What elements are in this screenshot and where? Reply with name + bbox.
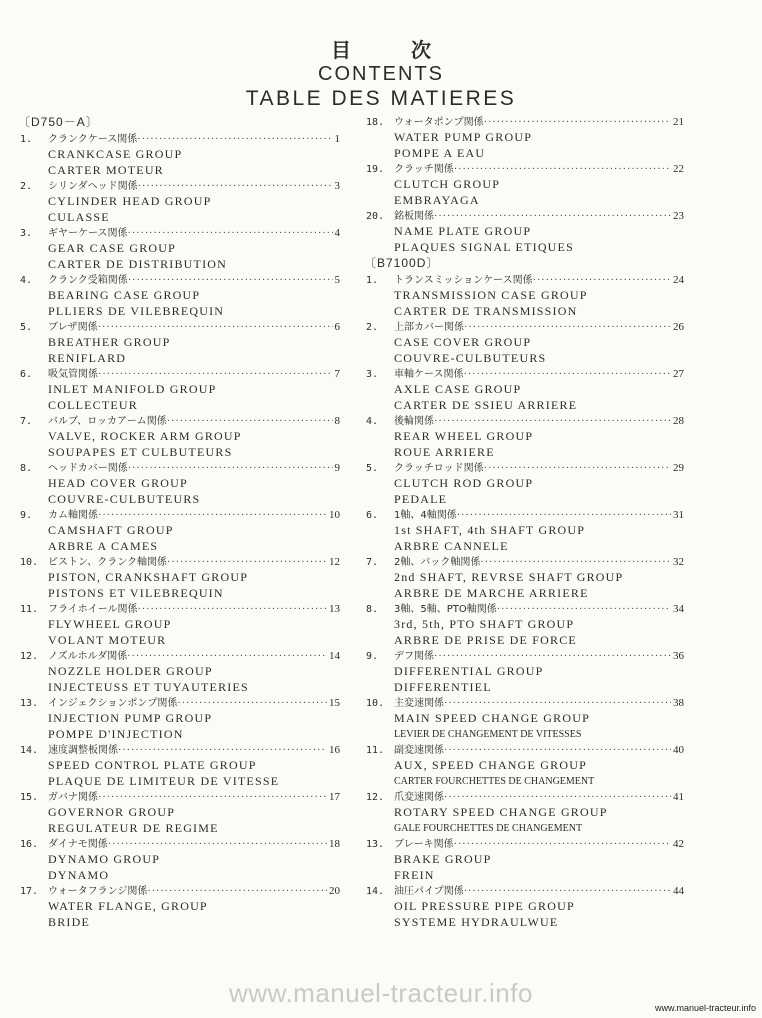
dot-leader [457,508,671,524]
left-entry-list [20,131,340,930]
entry-english-title: REAR WHEEL GROUP [394,429,534,443]
entry-japanese-title: クラッチ関係 [394,164,454,175]
entry-number: 19. [366,164,385,175]
entry-japanese-title: 主変速関係 [394,698,444,709]
toc-entry [20,178,340,225]
entry-number: 1. [366,275,379,286]
entry-number: 18. [366,117,385,128]
toc-entry [366,695,684,742]
toc-entry [366,208,684,255]
entry-japanese-title: インジェクションポンプ関係 [48,698,178,709]
dot-leader [128,273,333,289]
toc-entry [20,366,340,413]
entry-page-number: 36 [673,650,684,662]
entry-japanese-title: 爪変速関係 [394,792,444,803]
entry-japanese-title: ダイナモ関係 [48,839,108,850]
entry-number: 17. [20,886,39,897]
toc-entry [20,460,340,507]
watermark-large: www.manuel-tracteur.info [229,978,533,1008]
dot-leader [497,602,671,618]
entry-page-number: 21 [673,116,684,128]
entry-japanese-title: ブレーキ関係 [394,839,454,850]
entry-japanese-title: ノズルホルダ関係 [48,651,128,662]
entry-number: 8. [20,463,33,474]
entry-page-number: 5 [334,274,340,286]
entry-number: 3. [20,228,33,239]
entry-page-number: 4 [334,227,340,239]
toc-entry-heading [20,178,340,194]
entry-page-number: 15 [329,697,340,709]
entry-japanese-title: 上部カバー関係 [394,322,464,333]
entry-number: 6. [20,369,33,380]
toc-entry [366,648,684,695]
entry-page-number: 6 [334,321,340,333]
toc-entry [20,648,340,695]
entry-number: 11. [20,604,39,615]
toc-entry-heading [366,883,684,899]
entry-english-title: BREATHER GROUP [48,335,171,349]
entry-number: 2. [20,181,33,192]
entry-english-title: BRAKE GROUP [394,852,492,866]
entry-japanese-title: デフ関係 [394,651,434,662]
dot-leader [480,555,671,571]
entry-english-title: PISTON, CRANKSHAFT GROUP [48,570,249,584]
entry-french-title: COLLECTEUR [48,397,138,412]
entry-japanese-title: クランク受箱関係 [48,275,128,286]
entry-page-number: 1 [334,133,340,145]
entry-japanese-title: ブレザ関係 [48,322,98,333]
entry-japanese-title: ヘッドカバー関係 [48,463,128,474]
entry-english-title: AXLE CASE GROUP [394,382,522,396]
dot-leader [137,132,332,148]
title-japanese: 目次 [331,38,491,62]
section-heading-b7100d: 〔B7100D〕 [364,256,440,270]
right-column [366,114,684,930]
toc-entry-heading [20,601,340,617]
entry-french-title: EMBRAYAGA [394,192,480,207]
toc-entry-heading [366,272,684,288]
entry-number: 16. [20,839,39,850]
entry-number: 4. [366,416,379,427]
entry-english-title: CRANKCASE GROUP [48,147,183,161]
entry-japanese-title: ガバナ関係 [48,792,98,803]
entry-number: 10. [20,557,39,568]
toc-entry [20,601,340,648]
entry-french-title: PLLIERS DE VILEBREQUIN [48,303,225,318]
entry-english-title: VALVE, ROCKER ARM GROUP [48,429,242,443]
toc-entry-heading [366,319,684,335]
entry-english-title: CASE COVER GROUP [394,335,532,349]
entry-french-title: PLAQUES SIGNAL ETIQUES [394,239,574,254]
toc-entry-heading [366,554,684,570]
entry-english-title: GOVERNOR GROUP [48,805,176,819]
toc-entry-heading [366,114,684,130]
entry-number: 14. [20,745,39,756]
entry-page-number: 44 [673,885,684,897]
dot-leader [434,209,671,225]
entry-japanese-title: 油圧パイプ関係 [394,886,464,897]
toc-entry [20,319,340,366]
dot-leader [118,743,327,759]
entry-number: 9. [20,510,33,521]
toc-entry [20,883,340,930]
entry-page-number: 20 [329,885,340,897]
toc-entry [20,836,340,883]
dot-leader [444,790,671,806]
entry-english-title: FLYWHEEL GROUP [48,617,172,631]
entry-number: 4. [20,275,33,286]
entry-french-title: ARBRE DE PRISE DE FORCE [394,632,577,647]
toc-entry-heading [20,742,340,758]
entry-english-title: DIFFERENTIAL GROUP [394,664,544,678]
entry-number: 13. [20,698,39,709]
entry-number: 10. [366,698,385,709]
toc-entry-heading [20,648,340,664]
entry-page-number: 28 [673,415,684,427]
toc-entry [20,695,340,742]
entry-number: 7. [366,557,379,568]
entry-french-title: ARBRE A CAMES [48,538,159,553]
entry-english-title: WATER PUMP GROUP [394,130,533,144]
entry-french-title: POMPE D'INJECTION [48,726,184,741]
entry-number: 5. [20,322,33,333]
entry-japanese-title: ウォータポンプ関係 [394,117,484,128]
toc-entry-heading [20,460,340,476]
toc-entry [366,114,684,161]
toc-entry [366,836,684,883]
toc-entry [366,883,684,930]
entry-french-title: CARTER MOTEUR [48,162,164,177]
entry-number: 13. [366,839,385,850]
toc-entry [20,789,340,836]
entry-page-number: 34 [673,603,684,615]
dot-leader [128,226,333,242]
toc-entry-heading [20,695,340,711]
entry-english-title: WATER FLANGE, GROUP [48,899,208,913]
toc-entry [366,366,684,413]
entry-english-title: MAIN SPEED CHANGE GROUP [394,711,590,725]
dot-leader [127,649,327,665]
entry-french-title: CARTER FOURCHETTES DE CHANGEMENT [394,775,595,787]
entry-japanese-title: トランスミッションケース関係 [394,275,533,286]
dot-leader [464,367,672,383]
entry-page-number: 23 [673,210,684,222]
entry-french-title: GALE FOURCHETTES DE CHANGEMENT [394,822,583,834]
toc-entry-heading [20,366,340,382]
toc-entry [20,413,340,460]
dot-leader [147,884,327,900]
toc-entry [20,225,340,272]
document-title [0,38,762,112]
dot-leader [98,790,327,806]
entry-french-title: DIFFERENTIEL [394,679,492,694]
entry-number: 3. [366,369,379,380]
entry-page-number: 31 [673,509,684,521]
toc-entry [366,272,684,319]
entry-french-title: SYSTEME HYDRAULWUE [394,914,559,929]
dot-leader [484,461,671,477]
toc-entry-heading [20,883,340,899]
entry-english-title: 1st SHAFT, 4th SHAFT GROUP [394,523,586,537]
entry-french-title: PISTONS ET VILEBREQUIN [48,585,224,600]
dot-leader [98,367,333,383]
toc-entry [366,601,684,648]
toc-entry-heading [20,413,340,429]
entry-japanese-title: 副変速関係 [394,745,444,756]
toc-entry-heading [366,836,684,852]
entry-japanese-title: ギヤーケース関係 [48,228,128,239]
entry-page-number: 14 [329,650,340,662]
entry-french-title: COUVRE-CULBUTEURS [48,491,201,506]
dot-leader [464,884,671,900]
entry-french-title: FREIN [394,867,435,882]
entry-page-number: 32 [673,556,684,568]
entry-page-number: 40 [673,744,684,756]
entry-page-number: 22 [673,163,684,175]
entry-french-title: CARTER DE DISTRIBUTION [48,256,228,271]
entry-english-title: TRANSMISSION CASE GROUP [394,288,588,302]
entry-japanese-title: 2軸、バック軸関係 [394,557,481,568]
entry-english-title: CLUTCH ROD GROUP [394,476,534,490]
entry-english-title: HEAD COVER GROUP [48,476,188,490]
dot-leader [138,179,333,195]
entry-page-number: 12 [329,556,340,568]
entry-number: 5. [366,463,379,474]
entry-french-title: CARTER DE TRANSMISSION [394,303,578,318]
dot-leader [484,115,671,131]
dot-leader [167,414,333,430]
entry-japanese-title: 3軸、5軸、PTO軸関係 [394,604,497,615]
entry-page-number: 9 [334,462,340,474]
entry-french-title: CULASSE [48,209,110,224]
entry-japanese-title: 車軸ケース関係 [394,369,464,380]
entry-english-title: INLET MANIFOLD GROUP [48,382,217,396]
dot-leader [434,414,671,430]
toc-entry-heading [20,319,340,335]
toc-entry-heading [20,507,340,523]
section-heading-d750a: 〔D750－A〕 [18,115,99,129]
entry-japanese-title: クラッチロッド関係 [394,463,484,474]
entry-japanese-title: 後輪関係 [394,416,434,427]
entry-page-number: 41 [673,791,684,803]
entry-french-title: SOUPAPES ET CULBUTEURS [48,444,233,459]
dot-leader [177,696,327,712]
dot-leader [464,320,671,336]
entry-french-title: COUVRE-CULBUTEURS [394,350,547,365]
dot-leader [108,837,327,853]
entry-page-number: 16 [329,744,340,756]
toc-entry-heading [366,789,684,805]
entry-number: 12. [366,792,385,803]
entry-japanese-title: カム軸関係 [48,510,98,521]
dot-leader [128,461,333,477]
entry-english-title: BEARING CASE GROUP [48,288,201,302]
entry-page-number: 18 [329,838,340,850]
entry-french-title: ROUE ARRIERE [394,444,495,459]
entry-english-title: ROTARY SPEED CHANGE GROUP [394,805,608,819]
toc-entry [366,742,684,789]
entry-number: 7. [20,416,33,427]
dot-leader [444,743,671,759]
entry-page-number: 24 [673,274,684,286]
entry-japanese-title: バルブ、ロッカアーム関係 [48,416,167,427]
entry-english-title: NAME PLATE GROUP [394,224,532,238]
entry-english-title: OIL PRESSURE PIPE GROUP [394,899,575,913]
entry-number: 11. [366,745,385,756]
dot-leader [138,602,328,618]
entry-french-title: POMPE A EAU [394,145,486,160]
entry-page-number: 10 [329,509,340,521]
right-top-entry-list [366,114,684,255]
entry-page-number: 13 [329,603,340,615]
entry-page-number: 29 [673,462,684,474]
toc-entry [20,272,340,319]
entry-french-title: CARTER DE SSIEU ARRIERE [394,397,578,412]
entry-number: 1. [20,134,33,145]
toc-entry [366,319,684,366]
entry-english-title: 3rd, 5th, PTO SHAFT GROUP [394,617,575,631]
entry-japanese-title: 銘板関係 [394,211,434,222]
entry-french-title: DYNAMO [48,867,110,882]
entry-page-number: 27 [673,368,684,380]
toc-entry [20,131,340,178]
entry-page-number: 17 [329,791,340,803]
entry-english-title: CYLINDER HEAD GROUP [48,194,212,208]
toc-entry-heading [20,272,340,288]
entry-french-title: PEDALE [394,491,448,506]
toc-entry [366,507,684,554]
entry-french-title: ARBRE CANNELE [394,538,509,553]
dot-leader [434,649,671,665]
entry-number: 2. [366,322,379,333]
entry-number: 14. [366,886,385,897]
entry-french-title: ARBRE DE MARCHE ARRIERE [394,585,589,600]
dot-leader [167,555,327,571]
entry-japanese-title: シリンダヘッド関係 [48,181,138,192]
toc-entry-heading [366,695,684,711]
dot-leader [533,273,671,289]
entry-page-number: 38 [673,697,684,709]
entry-number: 12. [20,651,39,662]
entry-french-title: REGULATEUR DE REGIME [48,820,219,835]
entry-number: 9. [366,651,379,662]
entry-french-title: PLAQUE DE LIMITEUR DE VITESSE [48,773,280,788]
entry-english-title: AUX, SPEED CHANGE GROUP [394,758,587,772]
dot-leader [98,508,327,524]
title-english: CONTENTS [318,63,444,85]
toc-entry-heading [366,601,684,617]
toc-entry-heading [366,366,684,382]
toc-entry [366,789,684,836]
entry-english-title: SPEED CONTROL PLATE GROUP [48,758,257,772]
toc-entry-heading [366,208,684,224]
dot-leader [98,320,333,336]
toc-entry [366,460,684,507]
toc-entry [20,554,340,601]
entry-english-title: GEAR CASE GROUP [48,241,177,255]
entry-english-title: INJECTION PUMP GROUP [48,711,213,725]
entry-english-title: 2nd SHAFT, REVRSE SHAFT GROUP [394,570,624,584]
entry-french-title: INJECTEUSS ET TUYAUTERIES [48,679,249,694]
toc-entry-heading [366,413,684,429]
toc-entry-heading [20,789,340,805]
entry-japanese-title: クランクケース関係 [48,134,138,145]
toc-entry-heading [20,836,340,852]
entry-french-title: RENIFLARD [48,350,127,365]
toc-entry [20,507,340,554]
dot-leader [444,696,671,712]
entry-french-title: LEVIER DE CHANGEMENT DE VITESSES [394,728,582,740]
entry-japanese-title: 速度調整板関係 [48,745,118,756]
entry-page-number: 7 [334,368,340,380]
entry-french-title: VOLANT MOTEUR [48,632,167,647]
entry-number: 15. [20,792,39,803]
entry-japanese-title: 吸気管関係 [48,369,98,380]
toc-entry-heading [366,742,684,758]
toc-entry-heading [366,648,684,664]
entry-japanese-title: 1軸、4軸関係 [394,510,457,521]
toc-entry [366,554,684,601]
dot-leader [454,162,671,178]
right-entry-list [366,272,684,930]
title-french: TABLE DES MATIERES [245,87,517,110]
toc-entry-heading [20,554,340,570]
toc-entry [366,413,684,460]
toc-entry-heading [366,460,684,476]
toc-entry-heading [20,131,340,147]
entry-number: 8. [366,604,379,615]
entry-french-title: BRIDE [48,914,90,929]
toc-entry [20,742,340,789]
entry-page-number: 3 [334,180,340,192]
entry-japanese-title: フライホイール関係 [48,604,138,615]
watermark-small: www.manuel-tracteur.info [654,1003,756,1013]
toc-entry-heading [20,225,340,241]
entry-page-number: 42 [673,838,684,850]
toc-entry-heading [366,507,684,523]
entry-english-title: CAMSHAFT GROUP [48,523,174,537]
toc-entry [366,161,684,208]
entry-english-title: NOZZLE HOLDER GROUP [48,664,213,678]
entry-japanese-title: ウォータフランジ関係 [48,886,148,897]
entry-page-number: 26 [673,321,684,333]
toc-entry-heading [366,161,684,177]
entry-english-title: DYNAMO GROUP [48,852,161,866]
entry-number: 6. [366,510,379,521]
left-column [20,114,340,930]
dot-leader [454,837,671,853]
entry-page-number: 8 [334,415,340,427]
entry-number: 20. [366,211,385,222]
entry-japanese-title: ピストン、クランク軸関係 [48,557,167,568]
entry-english-title: CLUTCH GROUP [394,177,501,191]
